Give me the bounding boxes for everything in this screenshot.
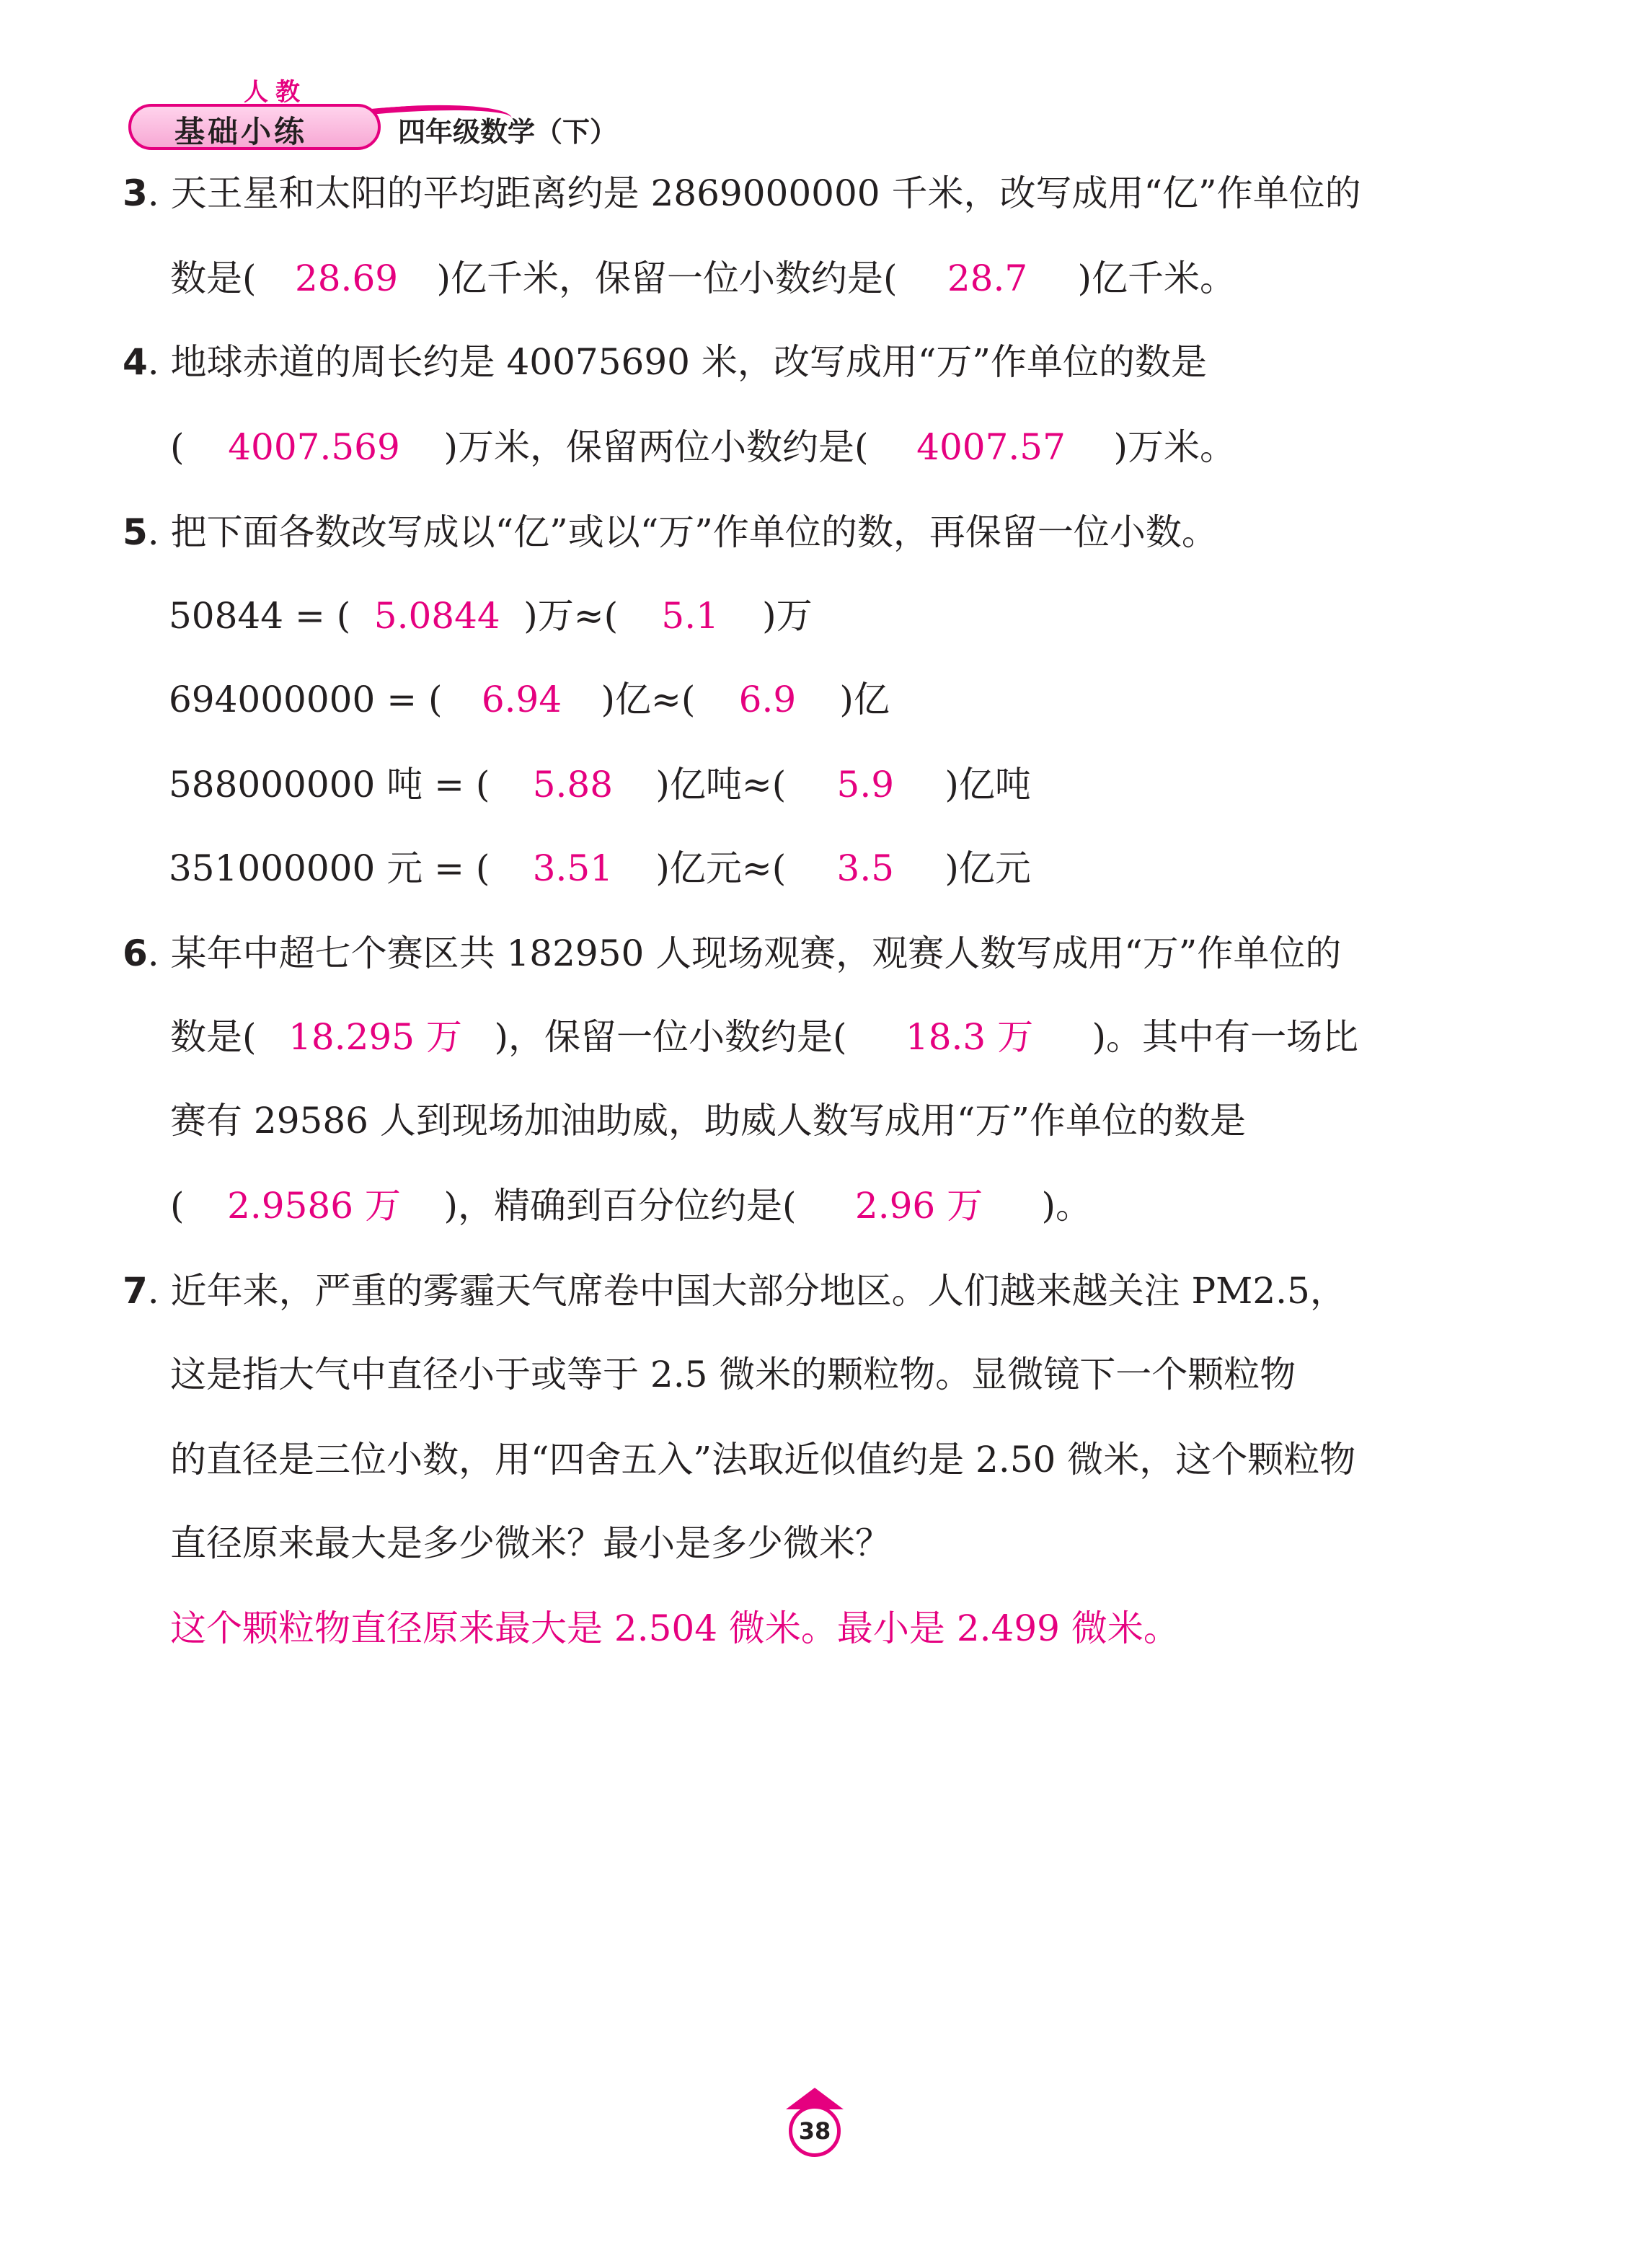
q3-line2 <box>170 257 1236 300</box>
q5-row-answer-2: 6.9 <box>738 679 797 720</box>
q5-row-unit: )亿元 <box>944 847 1031 889</box>
q6-line4 <box>170 1184 1092 1227</box>
q6-mid: )，保留一位小数约是( <box>494 1016 847 1058</box>
q5-row-answer-2: 3.5 <box>836 847 895 889</box>
q3-post: )亿千米。 <box>1077 257 1237 299</box>
q6-mid-2: )，精确到百分位约是( <box>443 1185 797 1227</box>
q4-answer-1: 4007.569 <box>228 426 400 468</box>
q5-row-answer-2: 5.9 <box>836 764 895 806</box>
q6-post: )。其中有一场比 <box>1092 1016 1359 1058</box>
q3-mid: )亿千米，保留一位小数约是( <box>436 257 898 299</box>
q6-line3: 赛有 29586 人到现场加油助威，助威人数写成用“万”作单位的数是 <box>170 1100 1246 1142</box>
q5-row <box>169 763 1031 806</box>
q5-row-unit: )亿吨 <box>944 764 1031 806</box>
q5-row-unit: )万 <box>762 595 813 637</box>
q3-answer-1: 28.69 <box>294 257 399 299</box>
q6-answer-2: 18.3 万 <box>905 1016 1034 1058</box>
q7-answer: 这个颗粒物直径原来最大是 2.504 微米。最小是 2.499 微米。 <box>170 1607 1180 1649</box>
q5-text: . 把下面各数改写成以“亿”或以“万”作单位的数，再保留一位小数。 <box>147 511 1218 553</box>
q5-row-mid: )亿吨≈( <box>655 764 787 806</box>
q5-row <box>169 847 1031 890</box>
q3-text: . 天王星和太阳的平均距离约是 2869000000 千米，改写成用“亿”作单位的 <box>147 172 1361 214</box>
q5-row-lhs: 694000000 = ( <box>169 679 443 720</box>
q5-row-lhs: 50844 = ( <box>169 595 351 637</box>
q6-line1 <box>123 932 1341 975</box>
q5-row-mid: )万≈( <box>523 595 619 637</box>
q5-row-answer-1: 5.0844 <box>373 595 500 637</box>
q6-answer-4: 2.96 万 <box>854 1185 983 1227</box>
q5-row-answer-1: 5.88 <box>532 764 614 806</box>
q4-line2 <box>170 425 1236 469</box>
q5-row-lhs: 588000000 吨 = ( <box>169 764 490 806</box>
q6-answer-1: 18.295 万 <box>288 1016 462 1058</box>
q5-line1 <box>123 511 1218 554</box>
q4-pre: ( <box>170 426 185 468</box>
q5-row-unit: )亿 <box>839 679 890 720</box>
page-number-badge <box>779 2088 851 2167</box>
q7-text: . 近年来，严重的雾霾天气席卷中国大部分地区。人们越来越关注 PM2.5， <box>147 1270 1346 1312</box>
page-number: 38 <box>789 2105 841 2157</box>
q3-pre: 数是( <box>170 257 257 299</box>
q5-row <box>169 594 813 637</box>
series-title: 基础小练 <box>174 114 308 149</box>
q7-line1 <box>123 1269 1346 1312</box>
q6-post-2: )。 <box>1041 1185 1092 1227</box>
q5-row-mid: )亿元≈( <box>655 847 787 889</box>
q4-post: )万米。 <box>1113 426 1237 468</box>
q5-row <box>169 678 890 721</box>
q7-line4: 直径原来最大是多少微米？最小是多少微米？ <box>170 1522 891 1564</box>
q4-text: . 地球赤道的周长约是 40075690 米，改写成用“万”作单位的数是 <box>147 341 1207 383</box>
q6-answer-3: 2.9586 万 <box>227 1185 401 1227</box>
q4-number: 4 <box>123 341 148 383</box>
q5-row-lhs: 351000000 元 = ( <box>169 847 490 889</box>
q6-pre-2: ( <box>170 1185 185 1227</box>
publisher-badge: 人教 <box>244 78 307 107</box>
q7-line3: 的直径是三位小数，用“四舍五入”法取近似值约是 2.50 微米，这个颗粒物 <box>170 1439 1356 1481</box>
q6-text: . 某年中超七个赛区共 182950 人现场观赛，观赛人数写成用“万”作单位的 <box>147 932 1342 974</box>
q5-row-answer-1: 3.51 <box>532 847 614 889</box>
q4-mid: )万米，保留两位小数约是( <box>443 426 869 468</box>
q5-row-answer-1: 6.94 <box>481 679 562 720</box>
q3-line1 <box>123 172 1361 215</box>
q7-number: 7 <box>123 1270 148 1312</box>
header <box>123 66 671 160</box>
q6-line2 <box>170 1015 1358 1059</box>
q4-line1 <box>123 340 1207 384</box>
grade-title: 四年级数学（下） <box>398 116 618 148</box>
q5-row-mid: )亿≈( <box>601 679 696 720</box>
q7-line2: 这是指大气中直径小于或等于 2.5 微米的颗粒物。显微镜下一个颗粒物 <box>170 1354 1296 1395</box>
q5-row-answer-2: 5.1 <box>661 595 719 637</box>
q5-number: 5 <box>123 511 148 553</box>
q3-number: 3 <box>123 172 148 214</box>
q6-pre: 数是( <box>170 1016 257 1058</box>
q6-number: 6 <box>123 932 148 974</box>
q4-answer-2: 4007.57 <box>916 426 1066 468</box>
q3-answer-2: 28.7 <box>947 257 1028 299</box>
